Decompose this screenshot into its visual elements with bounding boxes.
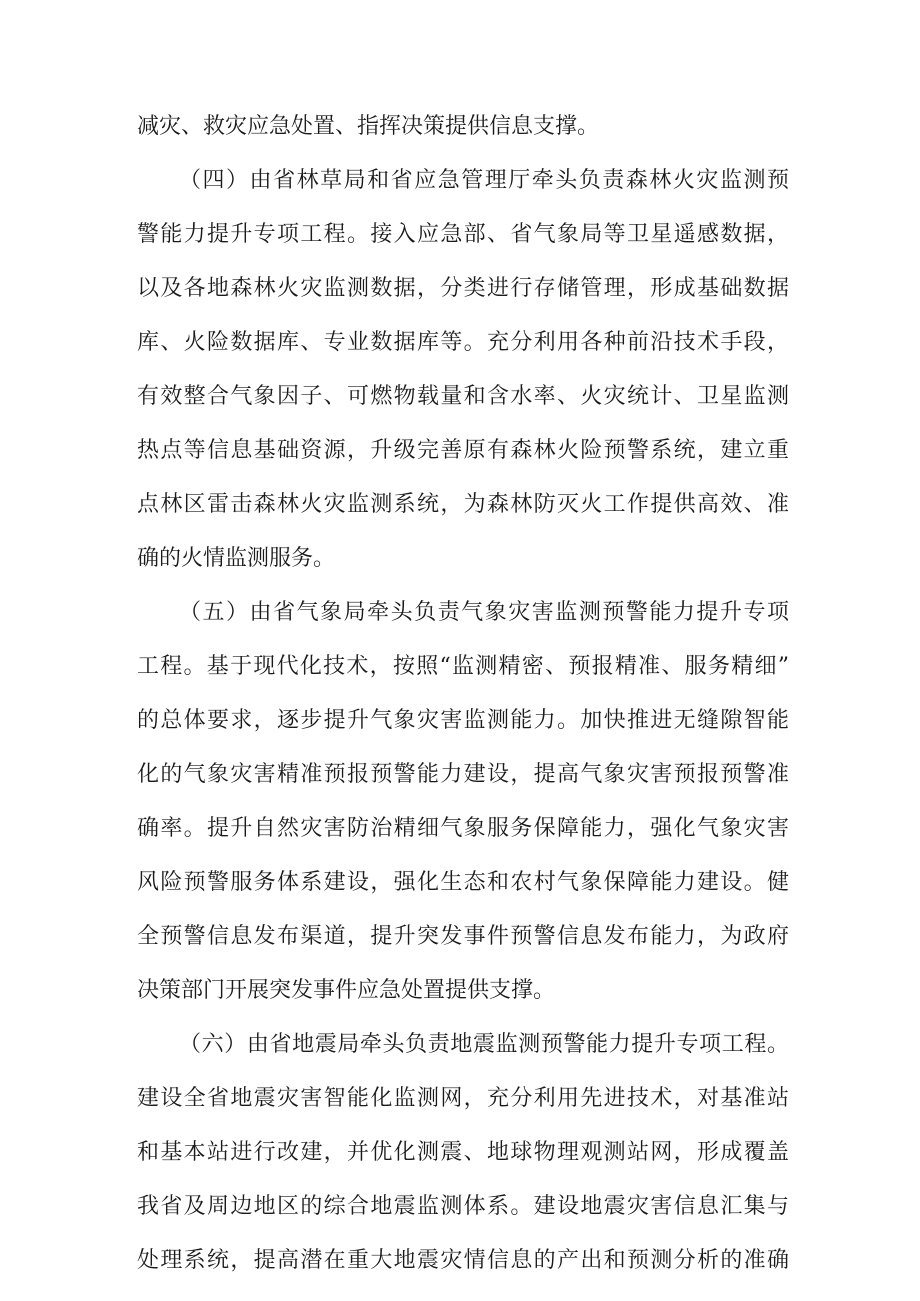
text-line: 全预警信息发布渠道，提升突发事件预警信息发布能力，为政府 — [137, 924, 789, 949]
text-line: 建设全省地震灾害智能化监测网，充分利用先进技术，对基准站 — [137, 1086, 789, 1111]
text-line: （六）由省地震局牵头负责地震监测预警能力提升专项工程。 — [179, 1032, 789, 1057]
text-line: 热点等信息基础资源，升级完善原有森林火险预警系统，建立重 — [137, 438, 789, 463]
text-line: 减灾、救灾应急处置、指挥决策提供信息支撑。 — [137, 114, 600, 139]
text-line: 以及各地森林火灾监测数据，分类进行存储管理，形成基础数据 — [137, 276, 789, 301]
document-body — [137, 112, 789, 1276]
text-line: 处理系统，提高潜在重大地震灾情信息的产出和预测分析的准确 — [137, 1248, 789, 1273]
text-line: 化的气象灾害精准预报预警能力建设，提高气象灾害预报预警准 — [137, 762, 789, 787]
text-line: 有效整合气象因子、可燃物载量和含水率、火灾统计、卫星监测 — [137, 384, 789, 409]
text-line: 的总体要求，逐步提升气象灾害监测能力。加快推进无缝隙智能 — [137, 708, 789, 733]
text-line: 和基本站进行改建，并优化测震、地球物理观测站网，形成覆盖 — [137, 1140, 789, 1165]
text-line: 我省及周边地区的综合地震监测体系。建设地震灾害信息汇集与 — [137, 1194, 789, 1219]
paragraph-section-5 — [137, 598, 789, 1006]
paragraph-section-6 — [137, 1030, 789, 1276]
paragraph-continuation — [137, 112, 789, 142]
text-line: 确率。提升自然灾害防治精细气象服务保障能力，强化气象灾害 — [137, 816, 789, 841]
text-line: （四）由省林草局和省应急管理厅牵头负责森林火灾监测预 — [179, 168, 789, 193]
text-line: 点林区雷击森林火灾监测系统，为森林防灭火工作提供高效、准 — [137, 492, 789, 517]
text-line: 工程。基于现代化技术，按照“监测精密、预报精准、服务精细” — [137, 654, 789, 679]
paragraph-section-4 — [137, 166, 789, 574]
text-line: 决策部门开展突发事件应急处置提供支撑。 — [137, 978, 556, 1003]
text-line: 风险预警服务体系建设，强化生态和农村气象保障能力建设。健 — [137, 870, 789, 895]
text-line: 库、火险数据库、专业数据库等。充分利用各种前沿技术手段， — [137, 330, 789, 355]
text-line: （五）由省气象局牵头负责气象灾害监测预警能力提升专项 — [179, 600, 789, 625]
text-line: 确的火情监测服务。 — [137, 546, 336, 571]
text-line: 警能力提升专项工程。接入应急部、省气象局等卫星遥感数据， — [137, 222, 789, 247]
